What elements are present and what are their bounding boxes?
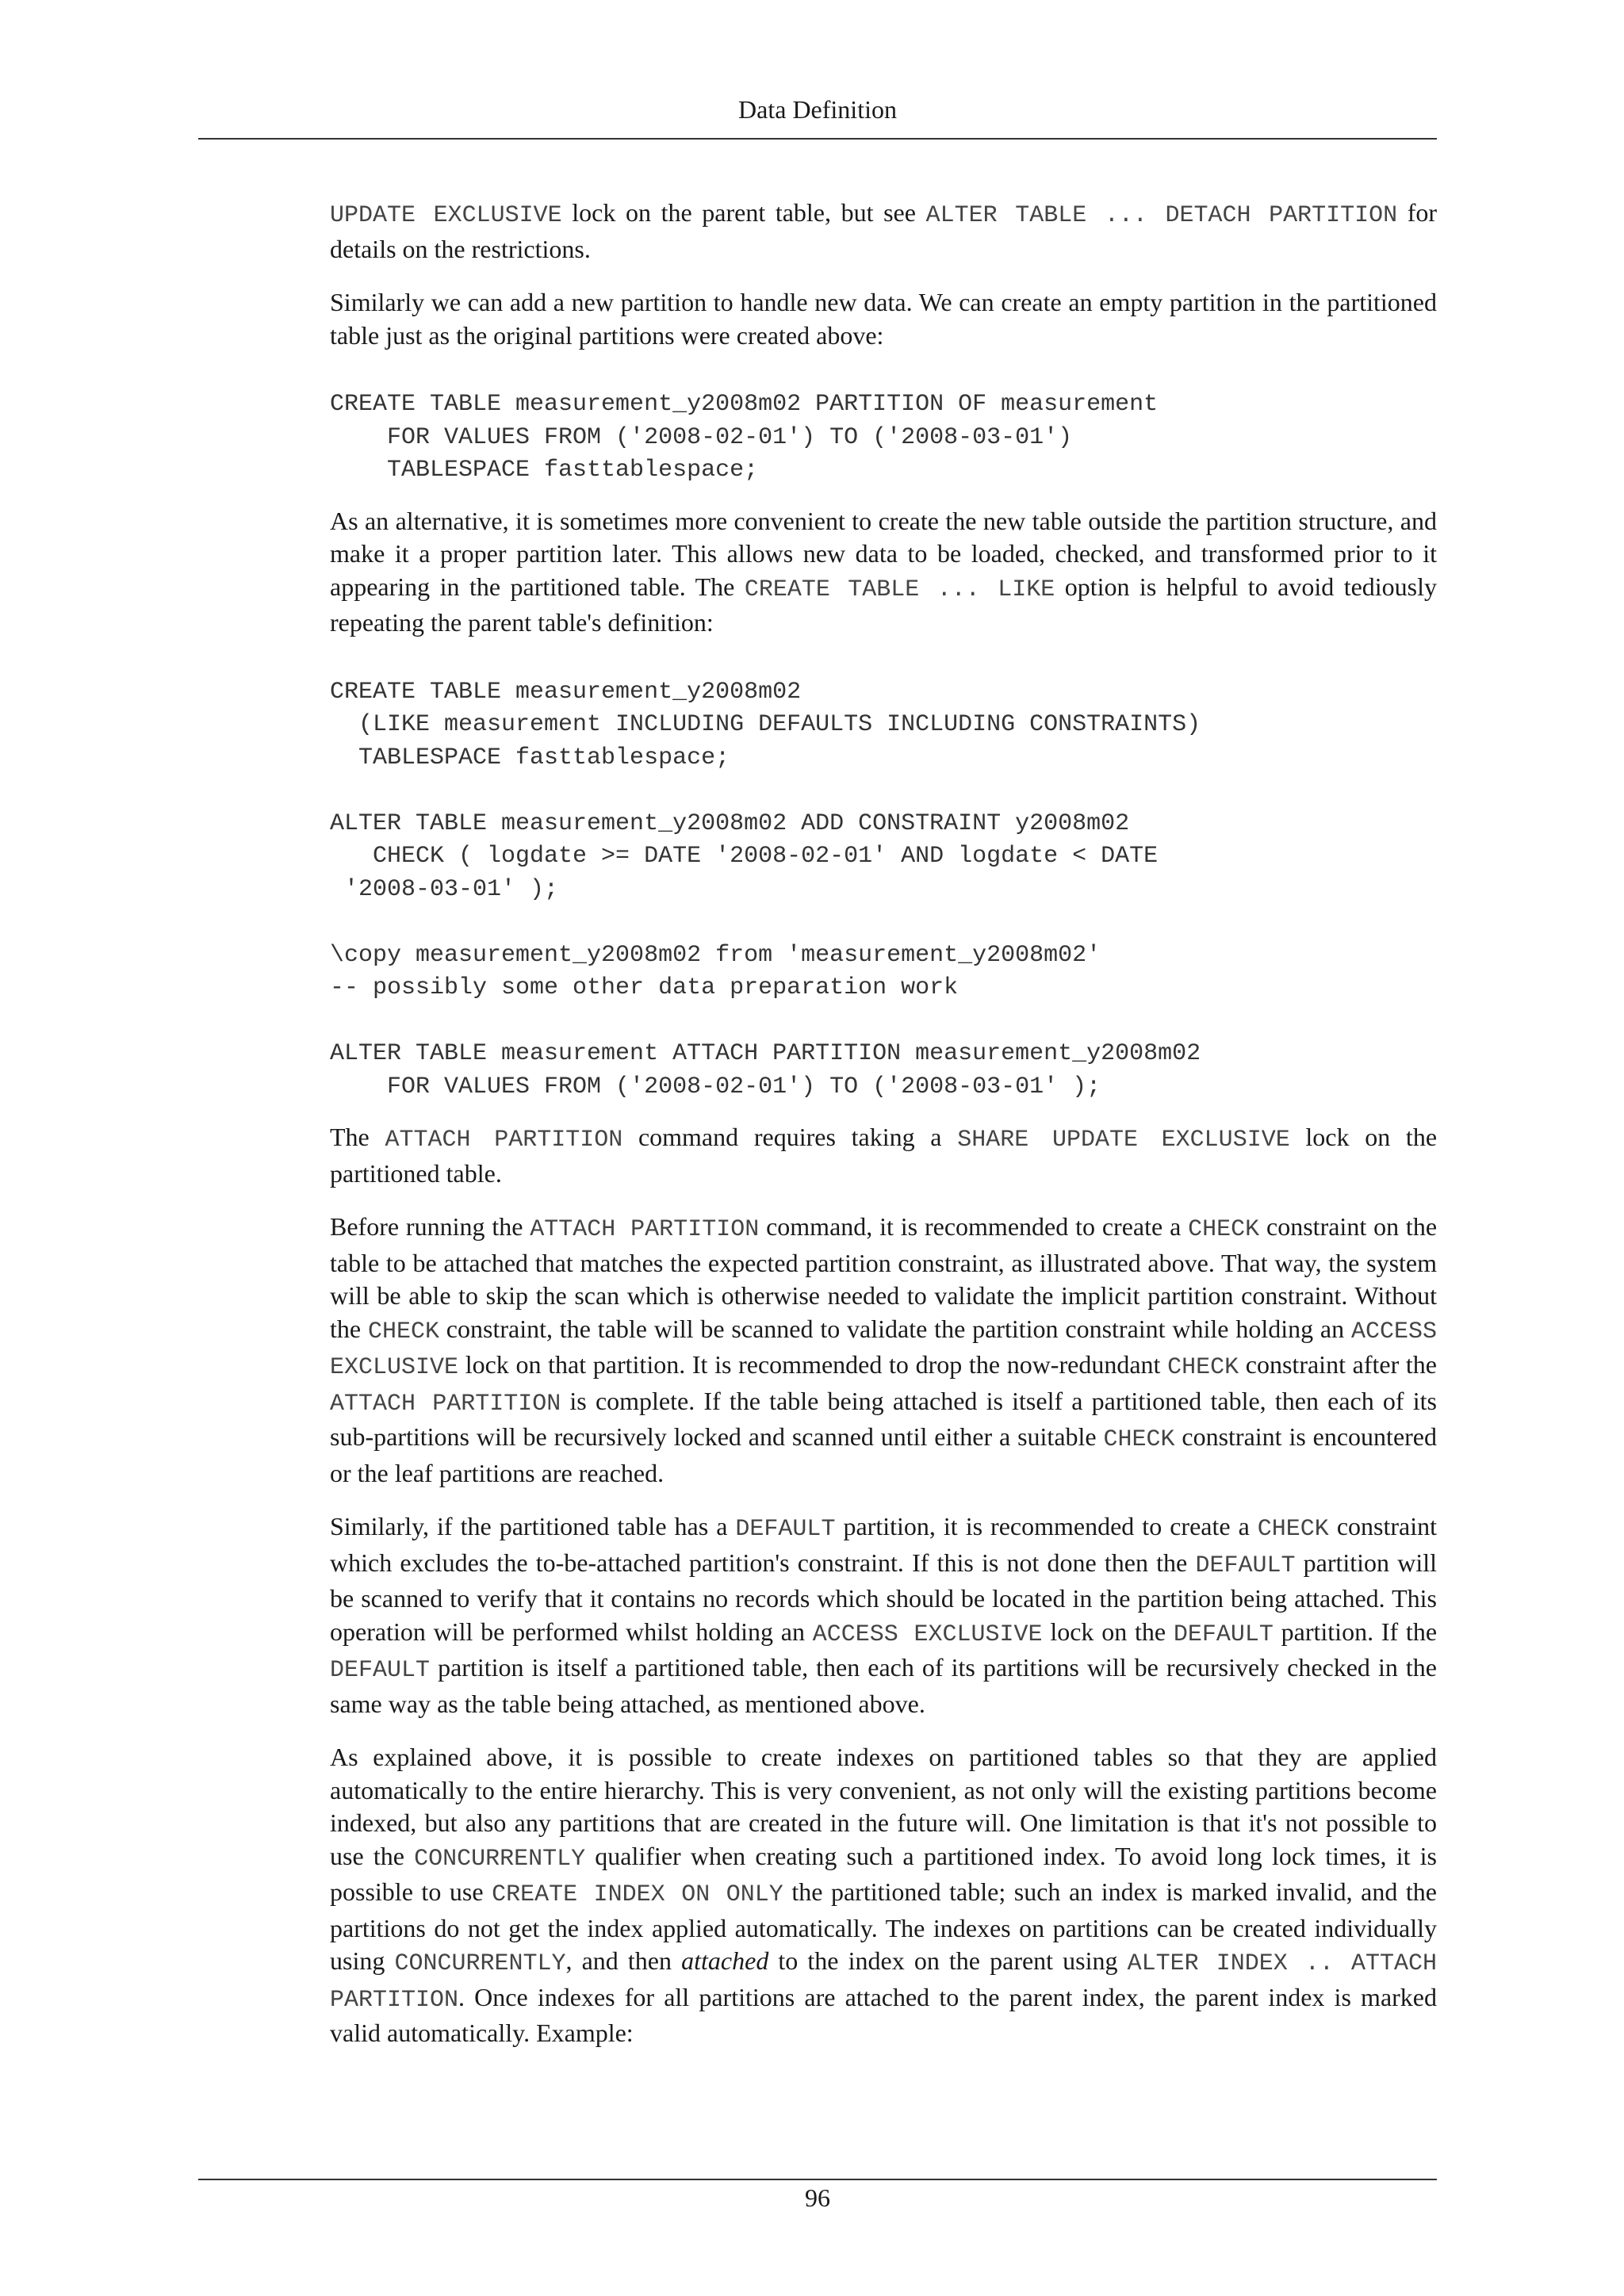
inline-code: CONCURRENTLY xyxy=(414,1845,586,1873)
inline-code: ATTACH PARTITION xyxy=(385,1127,623,1154)
header-rule xyxy=(198,138,1437,140)
inline-code: CHECK xyxy=(367,1318,439,1345)
inline-code: SHARE UPDATE EXCLUSIVE xyxy=(957,1127,1290,1154)
text-span: command requires taking a xyxy=(622,1123,958,1151)
text-span: constraint is encountered or the leaf partitions are reached. xyxy=(330,1422,1438,1487)
page-header: Data Definition xyxy=(738,95,897,124)
inline-code: ALTER TABLE ... DETACH PARTITION xyxy=(925,202,1398,229)
inline-code: CHECK xyxy=(1167,1354,1239,1381)
inline-code: ALTER INDEX .. ATTACH PARTITION xyxy=(330,1950,1438,2014)
inline-code: DEFAULT xyxy=(330,1657,431,1684)
inline-code: DEFAULT xyxy=(735,1516,836,1543)
inline-code: CONCURRENTLY xyxy=(394,1950,566,1977)
inline-code: CHECK xyxy=(1188,1216,1260,1243)
paragraph-detach-restrictions xyxy=(330,197,1437,266)
text-span: As explained above, it is possible to create indexes on partitioned tables so that they are applied automatically to the entire hierarchy. This is very convenient, as not only will the existing partitions become indexed, but also any partitions that are created in the future will. One limitation is that it's not possible to use the xyxy=(330,1743,1437,1870)
paragraph-partitioned-indexes xyxy=(330,1741,1437,2050)
text-span: to the index on the parent using xyxy=(768,1946,1128,1975)
emphasis-text: attached xyxy=(681,1946,769,1975)
text-span: As an alternative, it is sometimes more convenient to create the new table outside the partition structure, and make it a proper partition later. This allows new data to be loaded, checked, and transformed prior to it appearing in the partitioned table. The xyxy=(330,506,1437,601)
inline-code: ATTACH PARTITION xyxy=(330,1390,561,1418)
text-span: lock on the partitioned table. xyxy=(330,1123,1438,1188)
text-span: lock on the parent table, but see xyxy=(561,198,926,227)
inline-code: ACCESS EXCLUSIVE xyxy=(330,1318,1438,1381)
text-span: is complete. If the table being attached is itself a partitioned table, then each of its sub-partitions will be recursively locked and scanned until either a suitable xyxy=(330,1386,1438,1451)
text-span: constraint, the table will be scanned to validate the partition constraint while holding an xyxy=(439,1314,1351,1343)
inline-code: CHECK xyxy=(1103,1426,1175,1453)
text-span: constraint on the table to be attached that matches the expected partition constraint, as illustrated above. That way, the system will be able to skip the scan which is otherwise needed to validate the implicit partition constraint. Without the xyxy=(330,1212,1438,1343)
inline-code: ACCESS EXCLUSIVE xyxy=(812,1621,1043,1648)
text-span: lock on the xyxy=(1042,1617,1174,1646)
inline-code: CREATE TABLE ... LIKE xyxy=(744,576,1055,603)
text-span: option is helpful to avoid tediously repeating the parent table's definition: xyxy=(330,572,1438,637)
text-span: Before running the xyxy=(330,1212,530,1241)
text-span: partition is itself a partitioned table, then each of its partitions will be recursively checked in the same way as the table being attached, as mentioned above. xyxy=(330,1653,1437,1718)
inline-code: ATTACH PARTITION xyxy=(530,1216,760,1243)
text-span: the partitioned table; such an index is marked invalid, and the partitions do not get the index applied automatically. The indexes on partitions can be created individually using xyxy=(330,1877,1438,1975)
paragraph-alternative xyxy=(330,505,1437,640)
text-span: Similarly, if the partitioned table has a xyxy=(330,1512,736,1540)
text-span: partition, it is recommended to create a xyxy=(835,1512,1258,1540)
code-block-attach-example: CREATE TABLE measurement_y2008m02 (LIKE measurement INCLUDING DEFAULTS INCLUDING CONSTRAINTS) TABLESPACE fasttablespace; ALTER TABLE measurement_y2008m02 ADD CONSTRAINT y2008m02 CHECK ( logdate >= DATE '2008-02-01' AND logdate < DATE '2008-03-01' ); \copy measurement_y2008m02 from 'measurement_y2008m02' -- possibly some other data preparation work ALTER TABLE measurement ATTACH PARTITION measurement_y2008m02 FOR VALUES FROM ('2008-02-01') TO ('2008-03-01' ); xyxy=(330,678,1201,1100)
text-span: partition will be scanned to verify that it contains no records which should be located in the partition being attached. This operation will be performed whilst holding an xyxy=(330,1548,1438,1646)
text-span: constraint after the xyxy=(1239,1350,1438,1379)
text-span: for details on the restrictions. xyxy=(330,198,1438,263)
code-block-create-partition: CREATE TABLE measurement_y2008m02 PARTITION OF measurement FOR VALUES FROM ('2008-02-01') TO ('2008-03-01') TABLESPACE fasttablespace; xyxy=(330,391,1159,484)
text-span: command, it is recommended to create a xyxy=(759,1212,1189,1241)
text-span: partition. If the xyxy=(1273,1617,1438,1646)
paragraph-check-constraint xyxy=(330,1211,1437,1490)
page-content xyxy=(330,197,1437,2071)
inline-code: DEFAULT xyxy=(1195,1552,1296,1579)
text-span: Similarly we can add a new partition to handle new data. We can create an empty partition in the partitioned table just as the original partitions were created above: xyxy=(330,288,1437,350)
text-span: , and then xyxy=(565,1946,682,1975)
text-span: constraint which excludes the to-be-attached partition's constraint. If this is not done then the xyxy=(330,1512,1438,1577)
paragraph-attach-lock xyxy=(330,1121,1437,1190)
text-span: lock on that partition. It is recommended to drop the now-redundant xyxy=(458,1350,1168,1379)
inline-code: CREATE INDEX ON ONLY xyxy=(492,1881,783,1908)
paragraph-default-partition xyxy=(330,1510,1437,1720)
text-span: The xyxy=(330,1123,385,1151)
page-number: 96 xyxy=(805,2183,830,2212)
footer-rule xyxy=(198,2179,1437,2180)
inline-code: UPDATE EXCLUSIVE xyxy=(330,202,562,229)
inline-code: DEFAULT xyxy=(1173,1621,1274,1648)
text-span: qualifier when creating such a partitioned index. To avoid long lock times, it is possible to use xyxy=(330,1841,1438,1906)
paragraph-add-partition xyxy=(330,286,1437,352)
inline-code: CHECK xyxy=(1257,1516,1329,1543)
text-span: . Once indexes for all partitions are attached to the parent index, the parent index is marked valid automatically. Example: xyxy=(330,1982,1437,2047)
